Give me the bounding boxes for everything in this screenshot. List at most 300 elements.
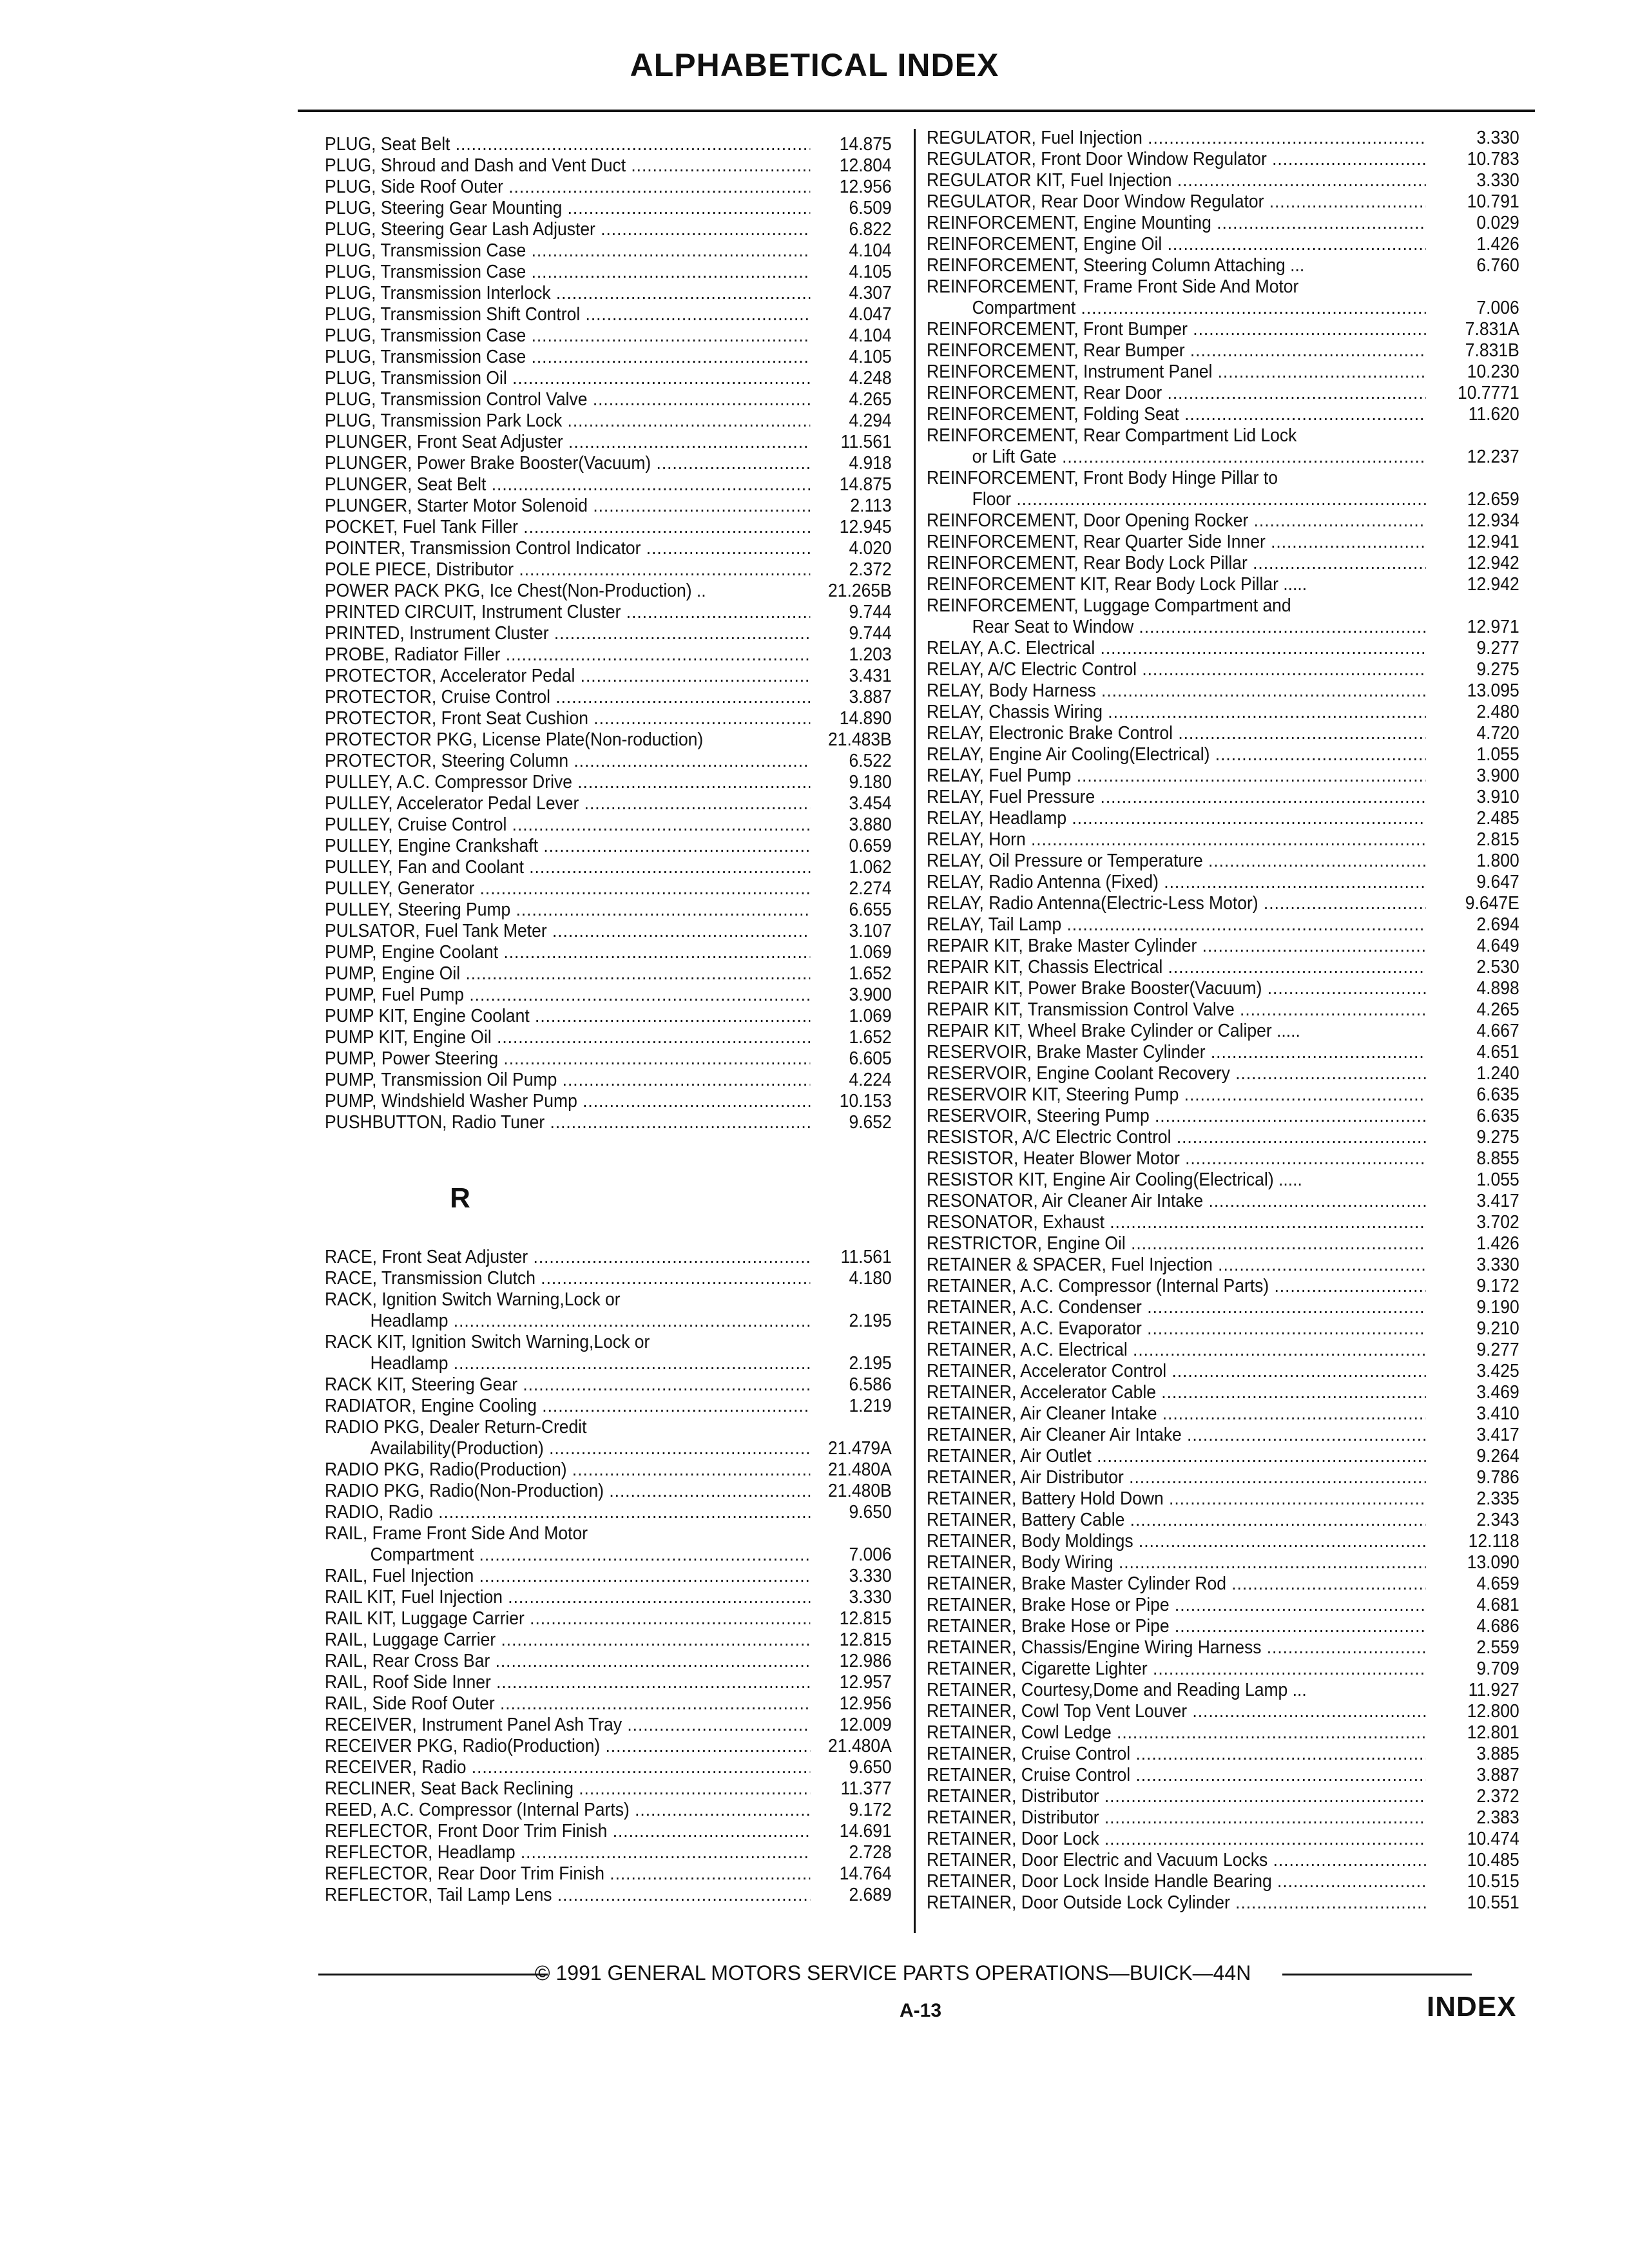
entry-name: PUMP KIT, Engine Coolant ..... [325, 1006, 810, 1027]
entry-reference-number: 10.474 [1467, 1829, 1519, 1849]
entry-reference-number: 4.104 [849, 325, 892, 346]
entry-name: PULLEY, Engine Crankshaft ..... [325, 836, 810, 857]
entry-reference-number: 1.055 [1476, 1169, 1519, 1190]
entries-right-list [927, 128, 1519, 1914]
entry-text [325, 1587, 810, 1608]
index-entry [325, 177, 892, 198]
entry-name-continued: Headlamp ..... [325, 1311, 810, 1332]
index-entry [325, 347, 892, 368]
entry-text [325, 1693, 810, 1715]
entry-text [325, 517, 810, 538]
entry-text [927, 638, 1426, 659]
entry-text [927, 1807, 1426, 1829]
entry-text [325, 623, 810, 644]
entry-reference-number: 10.7771 [1457, 383, 1519, 403]
index-entry [927, 1467, 1519, 1488]
index-entry [927, 1807, 1519, 1829]
entry-text [927, 744, 1426, 765]
entry-text [927, 1871, 1426, 1892]
entry-name: RACE, Front Seat Adjuster ..... [325, 1247, 810, 1268]
entry-name-continued: Compartment ..... [325, 1544, 810, 1566]
index-entry [325, 1587, 892, 1608]
entry-reference-number: 12.009 [839, 1715, 892, 1735]
entry-reference-number: 3.880 [849, 814, 892, 835]
entry-reference-number: 10.153 [839, 1091, 892, 1111]
entry-reference-number: 3.330 [1476, 170, 1519, 191]
entry-text [927, 319, 1426, 340]
entry-reference-number: 2.343 [1476, 1510, 1519, 1530]
index-entry [325, 1715, 892, 1736]
entry-text [325, 963, 810, 985]
entry-text [927, 1701, 1426, 1722]
entry-text [325, 1247, 810, 1268]
index-entry [325, 1268, 892, 1289]
entry-reference-number: 14.875 [839, 474, 892, 495]
index-entry [927, 914, 1519, 936]
entry-text [927, 1510, 1426, 1531]
entry-reference-number: 6.655 [849, 899, 892, 920]
entry-name: RACK, Ignition Switch Warning,Lock or [325, 1289, 621, 1310]
entry-name: RAIL, Frame Front Side And Motor [325, 1523, 588, 1544]
entry-reference-number: 4.180 [849, 1268, 892, 1289]
index-entry [927, 1701, 1519, 1722]
entry-name: RETAINER, Cruise Control ..... [927, 1765, 1426, 1786]
index-entry [927, 1340, 1519, 1361]
entry-text [927, 425, 1426, 468]
entry-name: RETAINER, Distributor ..... [927, 1786, 1426, 1807]
entry-name: PLUG, Steering Gear Lash Adjuster ..... [325, 219, 810, 240]
entry-reference-number: 3.410 [1476, 1403, 1519, 1424]
entry-reference-number: 2.694 [1476, 914, 1519, 935]
entry-name: PLUG, Transmission Oil ..... [325, 368, 810, 389]
index-entry [927, 936, 1519, 957]
entry-name: PRINTED CIRCUIT, Instrument Cluster ..... [325, 602, 810, 623]
entry-reference-number: 14.691 [839, 1821, 892, 1841]
entry-text [927, 723, 1426, 744]
entry-name: RADIATOR, Engine Cooling ..... [325, 1396, 810, 1417]
entry-text [325, 878, 810, 899]
entry-name: PROTECTOR, Steering Column ..... [325, 751, 810, 772]
entry-reference-number: 8.855 [1476, 1148, 1519, 1169]
entry-text [325, 474, 810, 495]
entry-text [927, 1276, 1426, 1297]
entry-text [325, 1417, 810, 1459]
entry-name: PULLEY, A.C. Compressor Drive ..... [325, 772, 810, 793]
index-entry [927, 1297, 1519, 1318]
entry-reference-number: 3.900 [1476, 765, 1519, 786]
entry-reference-number: 12.986 [839, 1651, 892, 1671]
entry-reference-number: 3.107 [849, 921, 892, 941]
entry-reference-number: 6.760 [1476, 255, 1519, 276]
index-entry [325, 1842, 892, 1863]
entry-reference-number: 14.890 [839, 708, 892, 729]
entry-reference-number: 10.515 [1467, 1871, 1519, 1892]
entry-reference-number: 1.426 [1476, 234, 1519, 255]
index-entry [325, 985, 892, 1006]
entry-name: RETAINER, Air Distributor ..... [927, 1467, 1426, 1488]
entry-name: REFLECTOR, Tail Lamp Lens ..... [325, 1885, 810, 1906]
entry-reference-number: 9.172 [1476, 1276, 1519, 1296]
entry-name: RETAINER, Accelerator Control ..... [927, 1361, 1426, 1382]
entry-text [927, 1340, 1426, 1361]
index-entry [927, 744, 1519, 765]
entry-name: REINFORCEMENT, Folding Seat ..... [927, 404, 1426, 425]
entry-name: RECLINER, Seat Back Reclining ..... [325, 1778, 810, 1800]
entry-text [927, 1595, 1426, 1616]
entry-text [325, 1048, 810, 1070]
entry-text [927, 1722, 1426, 1744]
footer-copyright: © 1991 GENERAL MOTORS SERVICE PARTS OPERATIONS—BUICK—44N [535, 1961, 1251, 1984]
entry-name: RELAY, A.C. Electrical ..... [927, 638, 1426, 659]
entry-name: RELAY, Oil Pressure or Temperature ..... [927, 850, 1426, 872]
entry-text [927, 574, 1426, 595]
entry-name: PLUG, Transmission Case ..... [325, 347, 810, 368]
entry-text [325, 304, 810, 325]
entry-reference-number: 1.240 [1476, 1063, 1519, 1084]
index-entry [325, 1396, 892, 1417]
index-entry [325, 942, 892, 963]
index-entry [927, 1212, 1519, 1233]
entry-name: RACE, Transmission Clutch ..... [325, 1268, 810, 1289]
entry-text [927, 914, 1426, 936]
entry-reference-number: 2.372 [1476, 1786, 1519, 1807]
entry-name: RETAINER, Distributor ..... [927, 1807, 1426, 1829]
entry-reference-number: 1.069 [849, 942, 892, 963]
entry-name: RETAINER, Door Lock Inside Handle Bearing ..... [927, 1871, 1426, 1892]
entry-name: RAIL, Luggage Carrier ..... [325, 1629, 810, 1651]
entry-text [325, 1481, 810, 1502]
entry-name: RETAINER, Air Cleaner Intake ..... [927, 1403, 1426, 1425]
entry-name: PLUNGER, Power Brake Booster(Vacuum) ..... [325, 453, 810, 474]
index-entry [927, 234, 1519, 255]
entry-reference-number: 11.620 [1468, 404, 1519, 425]
index-entry [325, 304, 892, 325]
index-entry [927, 468, 1519, 510]
entry-text [325, 687, 810, 708]
index-entry [325, 857, 892, 878]
entry-reference-number: 6.635 [1476, 1084, 1519, 1105]
entry-text [927, 276, 1426, 319]
entry-name: RADIO PKG, Radio(Production) ..... [325, 1459, 810, 1481]
entry-name: REINFORCEMENT, Engine Mounting ..... [927, 213, 1426, 234]
index-entry [927, 213, 1519, 234]
index-entry [325, 1502, 892, 1523]
entry-text [325, 857, 810, 878]
entry-name: RETAINER, Brake Master Cylinder Rod ..... [927, 1573, 1426, 1595]
entry-reference-number: 21.265B [828, 581, 892, 601]
entry-reference-number: 9.172 [849, 1800, 892, 1820]
index-entry [325, 1091, 892, 1112]
index-entry [927, 1488, 1519, 1510]
entry-text [325, 538, 810, 559]
entry-text [325, 985, 810, 1006]
entry-name-continued: Compartment ..... [927, 298, 1426, 319]
index-entry [325, 368, 892, 389]
entry-name: REFLECTOR, Headlamp ..... [325, 1842, 810, 1863]
entry-name: PLUG, Shroud and Dash and Vent Duct ..... [325, 155, 810, 177]
entry-reference-number: 4.667 [1476, 1021, 1519, 1041]
entry-reference-number: 1.069 [849, 1006, 892, 1026]
entry-name: PLUG, Transmission Park Lock ..... [325, 410, 810, 432]
index-entry [325, 666, 892, 687]
index-entry [927, 1233, 1519, 1254]
entry-text [325, 1885, 810, 1906]
entry-name: PLUNGER, Seat Belt ..... [325, 474, 810, 495]
entry-text [927, 659, 1426, 680]
entry-name: RELAY, Electronic Brake Control ..... [927, 723, 1426, 744]
entry-name: REGULATOR KIT, Fuel Injection ..... [927, 170, 1426, 191]
entry-name: RELAY, Chassis Wiring ..... [927, 702, 1426, 723]
entry-text [325, 495, 810, 517]
entry-text [325, 240, 810, 262]
entry-name: RETAINER, Brake Hose or Pipe ..... [927, 1616, 1426, 1637]
entry-name: RELAY, A/C Electric Control ..... [927, 659, 1426, 680]
entry-reference-number: 4.649 [1476, 936, 1519, 956]
index-entry [325, 921, 892, 942]
entry-name: RAIL KIT, Luggage Carrier ..... [325, 1608, 810, 1629]
index-entry [927, 1254, 1519, 1276]
entry-name: RESISTOR, A/C Electric Control ..... [927, 1127, 1426, 1148]
entry-name: RELAY, Radio Antenna (Fixed) ..... [927, 872, 1426, 893]
entry-name: REGULATOR, Front Door Window Regulator ..... [927, 149, 1426, 170]
entry-reference-number: 2.559 [1476, 1637, 1519, 1658]
entry-text [927, 170, 1426, 191]
entry-reference-number: 4.224 [849, 1070, 892, 1090]
entry-text [325, 666, 810, 687]
entry-name: PLUG, Transmission Control Valve ..... [325, 389, 810, 410]
entry-reference-number: 6.822 [849, 219, 892, 240]
entry-reference-number: 4.105 [849, 347, 892, 367]
entry-text [927, 1892, 1426, 1914]
index-entry [927, 1573, 1519, 1595]
entry-name: PUMP, Fuel Pump ..... [325, 985, 810, 1006]
entry-text [325, 325, 810, 347]
entry-name: PROBE, Radiator Filler ..... [325, 644, 810, 666]
entry-reference-number: 3.330 [1476, 1254, 1519, 1275]
entry-text [325, 134, 810, 155]
entry-text [325, 921, 810, 942]
entry-reference-number: 9.275 [1476, 1127, 1519, 1148]
index-entry [927, 957, 1519, 978]
entry-name: RETAINER, Cowl Ledge ..... [927, 1722, 1426, 1744]
entry-name: RAIL, Roof Side Inner ..... [325, 1672, 810, 1693]
entry-reference-number: 4.265 [1476, 999, 1519, 1020]
entry-text [927, 893, 1426, 914]
entry-text [927, 1233, 1426, 1254]
entry-text [927, 1680, 1426, 1701]
entry-text [927, 1212, 1426, 1233]
entry-reference-number: 12.956 [839, 1693, 892, 1714]
entry-reference-number: 12.945 [839, 517, 892, 537]
entry-reference-number: 1.203 [849, 644, 892, 665]
index-entry [927, 638, 1519, 659]
entry-reference-number: 9.652 [849, 1112, 892, 1133]
index-entry [927, 1169, 1519, 1191]
entry-text [927, 149, 1426, 170]
entry-text [325, 1332, 810, 1374]
entry-name: RAIL, Rear Cross Bar ..... [325, 1651, 810, 1672]
index-entry [325, 325, 892, 347]
index-entry [325, 1693, 892, 1715]
entry-reference-number: 9.786 [1476, 1467, 1519, 1488]
entry-text [927, 702, 1426, 723]
entry-reference-number: 1.652 [849, 1027, 892, 1048]
entry-reference-number: 3.417 [1476, 1425, 1519, 1445]
entry-reference-number: 12.934 [1467, 510, 1519, 531]
page-number: A-13 [900, 2000, 942, 2021]
index-entry [927, 595, 1519, 638]
entry-text [927, 1637, 1426, 1658]
index-entry [325, 1821, 892, 1842]
entry-reference-number: 12.971 [1467, 617, 1519, 637]
entry-text [927, 978, 1426, 999]
entry-name: RECEIVER, Radio ..... [325, 1757, 810, 1778]
entry-name: RELAY, Fuel Pressure ..... [927, 787, 1426, 808]
entry-reference-number: 21.483B [828, 729, 892, 750]
entry-name: REPAIR KIT, Power Brake Booster(Vacuum) ..... [927, 978, 1426, 999]
index-entry [927, 1722, 1519, 1744]
entry-text [927, 1744, 1426, 1765]
entry-reference-number: 4.307 [849, 283, 892, 303]
entry-text [325, 836, 810, 857]
entry-text [927, 595, 1426, 638]
entry-text [325, 1374, 810, 1396]
index-entry [325, 793, 892, 814]
entry-name: RETAINER, Body Wiring ..... [927, 1552, 1426, 1573]
index-entry [325, 1800, 892, 1821]
entry-reference-number: 9.264 [1476, 1446, 1519, 1466]
entry-text [927, 1403, 1426, 1425]
entry-name: RETAINER, A.C. Compressor (Internal Parts) ..... [927, 1276, 1426, 1297]
entry-name: REPAIR KIT, Brake Master Cylinder ..... [927, 936, 1426, 957]
index-entry [325, 1523, 892, 1566]
entry-reference-number: 2.335 [1476, 1488, 1519, 1509]
entry-text [927, 765, 1426, 787]
index-entry [927, 1425, 1519, 1446]
entry-reference-number: 7.831A [1465, 319, 1519, 340]
entry-name: RELAY, Radio Antenna(Electric-Less Motor) ..... [927, 893, 1426, 914]
section-letter-r: R [450, 1182, 470, 1214]
entry-reference-number: 1.426 [1476, 1233, 1519, 1254]
entry-name: PLUG, Transmission Interlock ..... [325, 283, 810, 304]
entry-name: RETAINER, A.C. Condenser ..... [927, 1297, 1426, 1318]
entry-name: PULLEY, Accelerator Pedal Lever ..... [325, 793, 810, 814]
entry-name-continued: Floor ..... [927, 489, 1426, 510]
index-entry [325, 751, 892, 772]
entry-reference-number: 6.635 [1476, 1106, 1519, 1126]
entry-name: PUMP, Engine Coolant ..... [325, 942, 810, 963]
index-entry [927, 1680, 1519, 1701]
index-entry [927, 1616, 1519, 1637]
entry-text [325, 581, 810, 602]
entry-reference-number: 1.800 [1476, 850, 1519, 871]
entry-text [325, 1672, 810, 1693]
index-entry [325, 262, 892, 283]
entry-text [325, 1523, 810, 1566]
index-entry [325, 283, 892, 304]
entry-name: RAIL, Side Roof Outer ..... [325, 1693, 810, 1715]
entry-reference-number: 1.062 [849, 857, 892, 878]
footer-rule-left [318, 1974, 548, 1975]
entry-text [325, 262, 810, 283]
entry-name: RETAINER, Cruise Control ..... [927, 1744, 1426, 1765]
entry-name: PULLEY, Cruise Control ..... [325, 814, 810, 836]
entry-text [927, 1169, 1426, 1191]
index-entry [927, 510, 1519, 532]
entry-text [325, 155, 810, 177]
index-entry [325, 1027, 892, 1048]
entry-reference-number: 2.274 [849, 878, 892, 899]
entry-reference-number: 3.887 [1476, 1765, 1519, 1785]
index-entry [927, 319, 1519, 340]
entry-reference-number: 13.090 [1467, 1552, 1519, 1573]
entry-text [927, 1658, 1426, 1680]
entry-name: RETAINER, A.C. Electrical ..... [927, 1340, 1426, 1361]
entry-name: RELAY, Tail Lamp ..... [927, 914, 1426, 936]
index-entry [325, 1112, 892, 1133]
index-entry [927, 574, 1519, 595]
index-entry [927, 1531, 1519, 1552]
entry-text [927, 1084, 1426, 1106]
entry-reference-number: 2.480 [1476, 702, 1519, 722]
entry-text [927, 1446, 1426, 1467]
entry-text [927, 553, 1426, 574]
index-entry [927, 361, 1519, 383]
entry-reference-number: 2.383 [1476, 1807, 1519, 1828]
entry-text [927, 1382, 1426, 1403]
entry-reference-number: 6.586 [849, 1374, 892, 1395]
entry-reference-number: 3.885 [1476, 1744, 1519, 1764]
entry-reference-number: 9.210 [1476, 1318, 1519, 1339]
entry-reference-number: 3.417 [1476, 1191, 1519, 1211]
entry-reference-number: 9.275 [1476, 659, 1519, 680]
entry-reference-number: 4.898 [1476, 978, 1519, 999]
entry-name: REINFORCEMENT, Engine Oil ..... [927, 234, 1426, 255]
entry-name-continued: or Lift Gate ..... [927, 447, 1426, 468]
entry-name: RETAINER, Accelerator Cable ..... [927, 1382, 1426, 1403]
index-entry [927, 999, 1519, 1021]
entry-name: PULSATOR, Fuel Tank Meter ..... [325, 921, 810, 942]
entry-text [927, 383, 1426, 404]
entry-text [927, 1765, 1426, 1786]
entry-reference-number: 3.330 [849, 1587, 892, 1608]
entry-text [325, 1863, 810, 1885]
entry-reference-number: 4.047 [849, 304, 892, 325]
entry-text [927, 1021, 1426, 1042]
entry-name: PUMP, Windshield Washer Pump ..... [325, 1091, 810, 1112]
index-entry [927, 893, 1519, 914]
entry-name: REPAIR KIT, Chassis Electrical ..... [927, 957, 1426, 978]
entry-reference-number: 2.815 [1476, 829, 1519, 850]
index-entry [927, 1744, 1519, 1765]
entry-name: RESERVOIR, Steering Pump ..... [927, 1106, 1426, 1127]
entry-name: RESONATOR, Air Cleaner Air Intake ..... [927, 1191, 1426, 1212]
entry-reference-number: 21.480A [828, 1459, 892, 1480]
entry-name: PUSHBUTTON, Radio Tuner ..... [325, 1112, 810, 1133]
entry-text [927, 532, 1426, 553]
entry-name: RACK KIT, Steering Gear ..... [325, 1374, 810, 1396]
index-entry [927, 170, 1519, 191]
entry-text [325, 347, 810, 368]
index-entry [927, 1829, 1519, 1850]
entry-reference-number: 6.605 [849, 1048, 892, 1069]
index-entry [325, 1006, 892, 1027]
index-entry [927, 765, 1519, 787]
entry-text [325, 1459, 810, 1481]
entry-text [325, 1070, 810, 1091]
entry-reference-number: 12.237 [1467, 447, 1519, 467]
entry-name: RAIL KIT, Fuel Injection ..... [325, 1587, 810, 1608]
